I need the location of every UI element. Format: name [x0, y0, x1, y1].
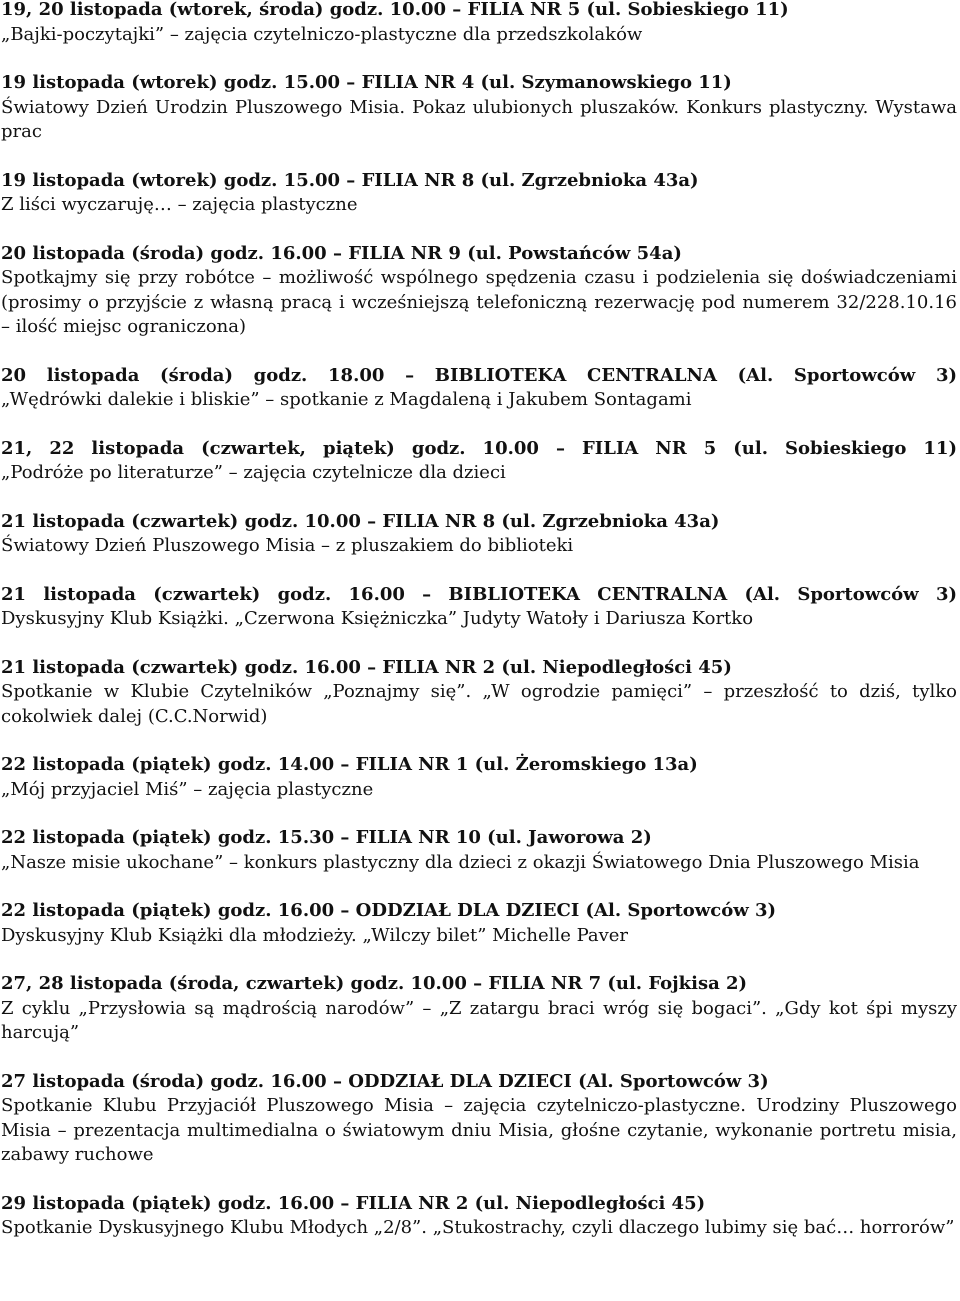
event-entry	[1, 972, 957, 1046]
event-entry	[1, 169, 957, 218]
event-description: Spotkanie Dyskusyjnego Klubu Młodych „2/8”. „Stukostrachy, czyli dlaczego lubimy się bać… horrorów”	[1, 1217, 955, 1238]
event-entry	[1, 753, 957, 802]
event-description: Spotkajmy się przy robótce – możliwość wspólnego spędzenia czasu i podzielenia się doświadczeniami (prosimy o przyjście z własną pracą i wcześniejszą telefoniczną rezerwację pod numerem 32/228.10.16 – ilość miejsc ograniczona)	[1, 267, 957, 337]
event-heading: 21 listopada (czwartek) godz. 16.00 – FILIA NR 2 (ul. Niepodległości 45)	[1, 656, 732, 678]
event-entry	[1, 364, 957, 413]
event-entry	[1, 1070, 957, 1168]
event-entry	[1, 656, 957, 730]
event-heading: 19 listopada (wtorek) godz. 15.00 – FILIA NR 8 (ul. Zgrzebnioka 43a)	[1, 169, 699, 191]
event-description: Spotkanie w Klubie Czytelników „Poznajmy się”. „W ogrodzie pamięci” – przeszłość to dziś, tylko cokolwiek dalej (C.C.Norwid)	[1, 681, 957, 727]
event-description: Dyskusyjny Klub Książki. „Czerwona Księżniczka” Judyty Watoły i Dariusza Kortko	[1, 608, 754, 629]
event-description: Dyskusyjny Klub Książki dla młodzieży. „Wilczy bilet” Michelle Paver	[1, 924, 629, 946]
event-heading: 22 listopada (piątek) godz. 16.00 – ODDZIAŁ DLA DZIECI (Al. Sportowców 3)	[1, 900, 777, 921]
event-heading: 21 listopada (czwartek) godz. 16.00 – BIBLIOTEKA CENTRALNA (Al. Sportowców 3)	[1, 583, 957, 605]
event-heading: 22 listopada (piątek) godz. 14.00 – FILIA NR 1 (ul. Żeromskiego 13a)	[1, 754, 698, 775]
event-description: „Bajki-poczytajki” – zajęcia czytelniczo-plastyczne dla przedszkolaków	[1, 23, 643, 45]
event-description: Spotkanie Klubu Przyjaciół Pluszowego Misia – zajęcia czytelniczo-plastyczne. Urodziny Pluszowego Misia – prezentacja multimedialna o światowym dniu Misia, głośne czytanie, wykonanie portretu misia, zabawy ruchowe	[1, 1095, 957, 1165]
event-description: „Nasze misie ukochane” – konkurs plastyczny dla dzieci z okazji Światowego Dnia Pluszowego Misia	[1, 851, 920, 873]
event-heading: 29 listopada (piątek) godz. 16.00 – FILIA NR 2 (ul. Niepodległości 45)	[1, 1192, 706, 1214]
event-description: „Podróże po literaturze” – zajęcia czytelnicze dla dzieci	[1, 462, 506, 483]
event-description: Światowy Dzień Pluszowego Misia – z pluszakiem do biblioteki	[1, 535, 574, 556]
event-heading: 19, 20 listopada (wtorek, środa) godz. 10.00 – FILIA NR 5 (ul. Sobieskiego 11)	[1, 0, 789, 20]
event-heading: 22 listopada (piątek) godz. 15.30 – FILIA NR 10 (ul. Jaworowa 2)	[1, 827, 652, 848]
event-entry	[1, 437, 957, 486]
event-heading: 21 listopada (czwartek) godz. 10.00 – FILIA NR 8 (ul. Zgrzebnioka 43a)	[1, 510, 720, 532]
event-heading: 20 listopada (środa) godz. 18.00 – BIBLIOTEKA CENTRALNA (Al. Sportowców 3)	[1, 364, 957, 386]
event-entry	[1, 510, 957, 559]
event-entry	[1, 1192, 957, 1241]
event-heading: 21, 22 listopada (czwartek, piątek) godz. 10.00 – FILIA NR 5 (ul. Sobieskiego 11)	[1, 437, 957, 459]
event-description: „Wędrówki dalekie i bliskie” – spotkanie z Magdaleną i Jakubem Sontagami	[1, 389, 692, 410]
event-heading: 19 listopada (wtorek) godz. 15.00 – FILIA NR 4 (ul. Szymanowskiego 11)	[1, 72, 732, 93]
event-heading: 27, 28 listopada (środa, czwartek) godz. 10.00 – FILIA NR 7 (ul. Fojkisa 2)	[1, 973, 748, 994]
event-entry	[1, 0, 957, 47]
event-heading: 27 listopada (środa) godz. 16.00 – ODDZIAŁ DLA DZIECI (Al. Sportowców 3)	[1, 1070, 769, 1092]
event-entry	[1, 583, 957, 632]
event-description: „Mój przyjaciel Miś” – zajęcia plastyczne	[1, 778, 374, 800]
event-heading: 20 listopada (środa) godz. 16.00 – FILIA NR 9 (ul. Powstańców 54a)	[1, 242, 682, 264]
event-description: Z cyklu „Przysłowia są mądrością narodów” – „Z zatargu braci wróg się bogaci”. „Gdy kot śpi myszy harcują”	[1, 997, 957, 1043]
event-entry	[1, 899, 957, 948]
event-description: Światowy Dzień Urodzin Pluszowego Misia. Pokaz ulubionych pluszaków. Konkurs plastyczny. Wystawa prac	[1, 96, 957, 142]
event-entry	[1, 826, 957, 875]
event-entry	[1, 71, 957, 145]
event-description: Z liści wyczaruję… – zajęcia plastyczne	[1, 194, 358, 215]
event-entry	[1, 242, 957, 340]
